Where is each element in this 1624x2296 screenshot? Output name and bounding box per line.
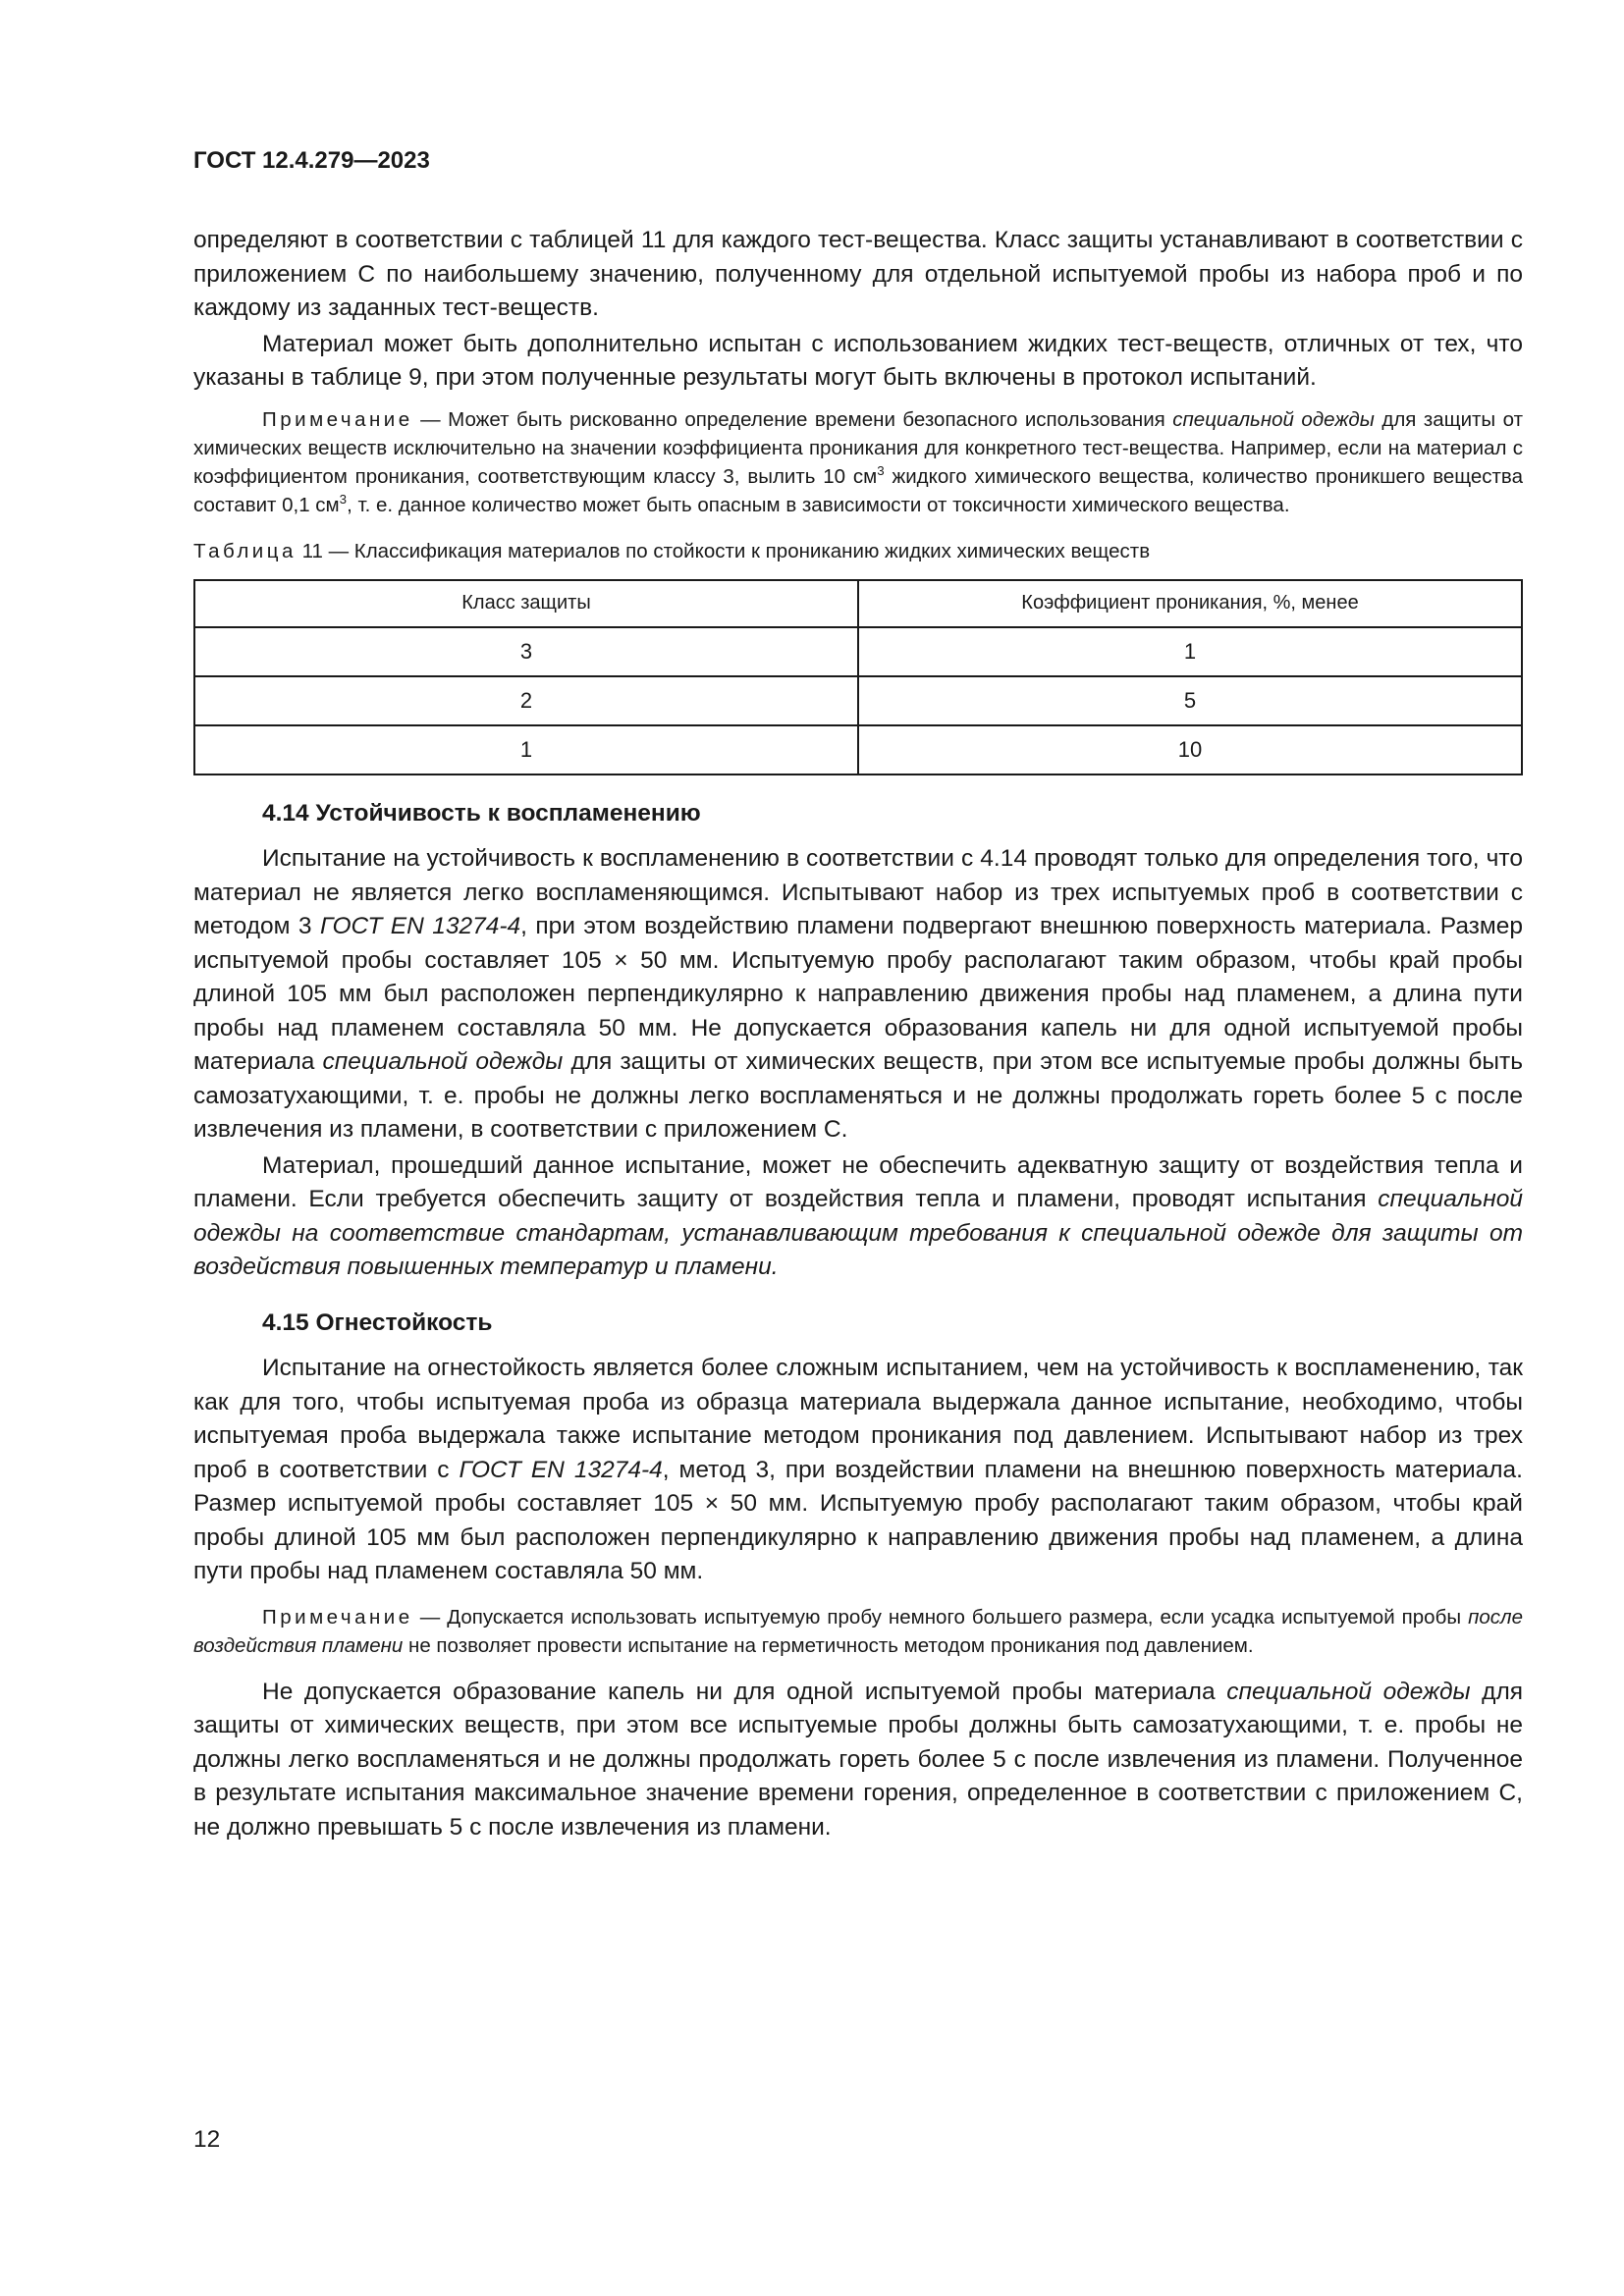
note-label: Примечание bbox=[262, 407, 413, 431]
standard-reference: ГОСТ EN 13274-4 bbox=[459, 1456, 663, 1483]
standard-designation: ГОСТ 12.4.279—2023 bbox=[193, 147, 430, 174]
text-run: Материал, прошедший данное испытание, может не обеспечить адекватную защиту от воздействия тепла и пламени. Если требуется обеспечить защиту от воздействия тепла и пламени, проводят испытания bbox=[193, 1151, 1523, 1212]
standard-reference: ГОСТ EN 13274-4 bbox=[319, 913, 521, 939]
note-italic-term: после воздействия пламени bbox=[193, 1605, 1523, 1657]
text-run: для защиты от химических веществ, при этом все испытуемые пробы должны быть самозатухающими, т. е. пробы не должны легко воспламеняться и не должны продолжать гореть более 5 с после извлечения из пламени. Полученное в результате испытания максимальное значение времени горения, определенное в соответствии с приложением С, не должно превышать 5 с после извлечения из пламени. bbox=[193, 1678, 1524, 1841]
paragraph-additional-testing: Материал может быть дополнительно испытан с использованием жидких тест-веществ, отличных от тех, что указаны в таблице 9, при этом полученные результаты могут быть включены в протокол испытаний. bbox=[193, 330, 1523, 391]
table-caption-text: 11 — Классификация материалов по стойкости к прониканию жидких химических веществ bbox=[296, 539, 1151, 562]
note-text: — Допускается использовать испытуемую пробу немного большего размера, если усадка испытуемой пробы bbox=[412, 1605, 1469, 1629]
italic-term: специальной одежды bbox=[322, 1048, 564, 1075]
text-run: Испытание на огнестойкость является более сложным испытанием, чем на устойчивость к воспламенению, так как для того, чтобы испытуемая проба из образца материала выдержала данное испытание, необходимо, чтобы испытуемая проба выдержала также испытание методом проникания под давлением. Испытывают набор из трех проб в соответствии с bbox=[193, 1355, 1523, 1483]
note-label: Примечание bbox=[262, 1605, 413, 1629]
superscript: 3 bbox=[877, 462, 885, 478]
text-run: , метод 3, при воздействии пламени на внешнюю поверхность материала. Размер испытуемой пробы составляет 105 × 50 мм. Испытуемую пробу располагают таким образом, чтобы край пробы длиной 105 мм был расположен перпендикулярно к направлению движения пробы над пламенем, а длина пути пробы над пламенем составляла 50 мм. bbox=[193, 1456, 1523, 1584]
table-row bbox=[194, 627, 1522, 676]
note-larger-sample bbox=[193, 1603, 1523, 1660]
paragraph-heat-protection bbox=[193, 1149, 1523, 1285]
table-row bbox=[194, 725, 1522, 774]
text-run: для защиты от химических веществ, при этом все испытуемые пробы должны быть самозатухающими, т. е. пробы не должны легко воспламеняться и не должны продолжать гореть более 5 с после извлечения из пламени, в соответствии с приложением С. bbox=[193, 1048, 1523, 1143]
table-caption-label: Таблица bbox=[193, 539, 297, 562]
text-run: , при этом воздействию пламени подвергают внешнюю поверхность материала. Размер испытуемой пробы составляет 105 × 50 мм. Испытуемую пробу располагают таким образом, чтобы край пробы длиной 105 мм был расположен перпендикулярно к направлению движения пробы над пламенем, а длина пути пробы над пламенем составляла 50 мм. Не допускается образования капель ни для одной испытуемой пробы материала bbox=[193, 913, 1523, 1075]
table-cell: 3 bbox=[194, 627, 858, 676]
paragraph-no-drops bbox=[193, 1676, 1523, 1845]
italic-term: специальной одежды bbox=[1226, 1678, 1471, 1705]
note-text: — Может быть рискованно определение времени безопасного использования bbox=[412, 407, 1173, 431]
table-caption bbox=[193, 537, 1523, 565]
section-heading-4-15: 4.15 Огнестойкость bbox=[262, 1308, 493, 1336]
note-text: для защиты от химических веществ исключительно на значении коэффициента проникания для конкретного тест-вещества. Например, если на материал с коэффициентом проникания, соответствующим классу 3, вылить 10 см bbox=[193, 407, 1523, 488]
table-header-row bbox=[194, 580, 1522, 627]
paragraph-fire-resistance-test bbox=[193, 1352, 1523, 1589]
column-header-protection-class: Класс защиты bbox=[194, 580, 858, 627]
note-text: , т. е. данное количество может быть опасным в зависимости от токсичности химического вещества. bbox=[347, 493, 1290, 516]
section-heading-4-14: 4.14 Устойчивость к воспламенению bbox=[262, 799, 701, 827]
table-11-classification bbox=[193, 579, 1523, 775]
main-content bbox=[193, 224, 1523, 1844]
note-text: жидкого химического вещества, количество проникшего вещества составит 0,1 см bbox=[193, 464, 1523, 516]
superscript: 3 bbox=[339, 491, 348, 507]
text-run: Испытание на устойчивость к воспламенению в соответствии с 4.14 проводят только для определения того, что материал не является легко воспламеняющимся. Испытывают набор из трех испытуемых проб в соответствии с методом 3 bbox=[193, 845, 1523, 939]
table-cell: 2 bbox=[194, 676, 858, 725]
table-cell: 1 bbox=[858, 627, 1522, 676]
table-row bbox=[194, 676, 1522, 725]
paragraph-class-determination: определяют в соответствии с таблицей 11 для каждого тест-вещества. Класс защиты устанавливают в соответствии с приложением С по наибольшему значению, полученному для отдельной испытуемой пробы из набора проб и по каждому из заданных тест-веществ. bbox=[193, 227, 1523, 321]
table-cell: 10 bbox=[858, 725, 1522, 774]
note-penetration-risk bbox=[193, 405, 1523, 519]
paragraph-ignition-test bbox=[193, 842, 1523, 1148]
note-italic-term: специальной одежды bbox=[1172, 407, 1375, 431]
page-number: 12 bbox=[193, 2126, 221, 2153]
column-header-penetration-coefficient: Коэффициент проникания, %, менее bbox=[858, 580, 1522, 627]
note-text: не позволяет провести испытание на герметичность методом проникания под давлением. bbox=[403, 1633, 1254, 1657]
text-run: Не допускается образование капель ни для одной испытуемой пробы материала bbox=[262, 1678, 1227, 1705]
table-cell: 1 bbox=[194, 725, 858, 774]
italic-term: специальной одежды на соответствие стандартам, устанавливающим требования к специальной одежде для защиты от воздействия повышенных температур и пламени. bbox=[193, 1186, 1523, 1280]
table-cell: 5 bbox=[858, 676, 1522, 725]
